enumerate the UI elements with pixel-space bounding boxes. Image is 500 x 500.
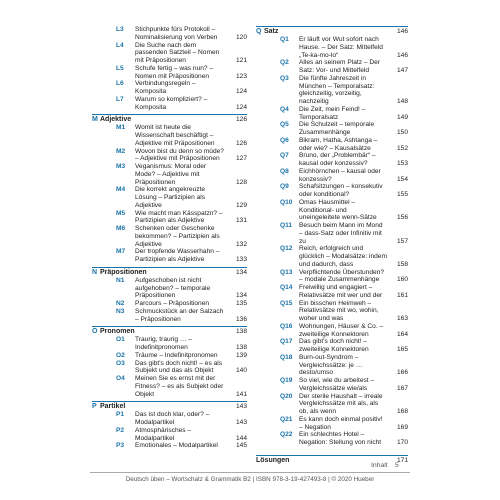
section-header-partikel[interactable]: P Partikel 143 — [92, 403, 247, 411]
toc-entry[interactable]: Q12 Reich, erfolgreich und glücklich – Modalsätze: indem und dadurch, dass 158 — [280, 245, 408, 268]
section-header-satz[interactable]: Q Satz 146 — [256, 28, 408, 35]
toc-entry[interactable]: M1 Womit ist heute die Wissenschaft beschäftigt – Adjektive mit Präpositionen 126 — [116, 124, 247, 147]
toc-group-m — [92, 124, 247, 264]
footer-imprint: Deutsch üben – Wortschatz & Grammatik B2 | ISBN 978-3-19-427493-8 | © 2020 Hueber — [125, 476, 375, 483]
toc-entry[interactable]: Q19 So viel, wie du arbeitest – Vergleichssätze wie/als 167 — [280, 377, 408, 392]
toc-entry[interactable]: Q1 Er läuft vor Wut sofort nach Hause. – Der Satz: Mittelfeld „Te-ka-mo-lo“ 146 — [280, 36, 408, 59]
toc-entry[interactable]: Q18 Burn-out-Syndrom – Vergleichssätze: je … desto/umso 166 — [280, 353, 408, 377]
toc-entry[interactable]: Q4 Die Zeit, mein Feind! – Temporalsatz 149 — [280, 105, 408, 121]
toc-entry[interactable]: Q3 Die fünfte Jahreszeit in München – Temporalsatz: gleichzeitig, vorzeitig, nachzeitig 148 — [280, 74, 408, 105]
toc-entry[interactable]: Q14 Freiwillig und engagiert – Relativsätze mit wer und der 161 — [280, 284, 408, 299]
toc-entry[interactable]: Q8 Eichhörnchen – kausal oder konzessiv? 154 — [280, 167, 408, 183]
toc-entry[interactable]: L5 Schufe fertig – was nun? – Nomen mit Präpositionen 123 — [116, 64, 247, 80]
section-header-pronomen[interactable]: O Pronomen 138 — [92, 328, 247, 336]
toc-group-l — [92, 26, 247, 111]
toc-entry[interactable]: Q16 Wohnungen, Häuser & Co. – zweiteilige Konnektoren 164 — [280, 322, 408, 338]
toc-entry[interactable]: Q15 Ein bisschen Heimweh – Relativsätze mit wo, wohin, woher und was 163 — [280, 299, 408, 322]
toc-entry[interactable]: L4 Die Suche nach dem passenden Satzteil – Nomen mit Präpositionen 121 — [116, 41, 247, 64]
toc-entry[interactable]: M3 Veganismus: Moral oder Mode? – Adjektive mit Präpositionen 128 — [116, 163, 247, 186]
toc-entry[interactable]: O4 Meinen Sie es ernst mit der Fitness? – es als Subjekt oder Objekt 141 — [116, 375, 247, 398]
toc-entry[interactable]: Q17 Das gibt's doch nicht! – zweiteilige Konnektoren 165 — [280, 338, 408, 353]
toc-entry[interactable]: Q9 Schafsitzungen – konsekutiv oder konditional? 155 — [280, 183, 408, 198]
toc-entry[interactable]: N1 Aufgeschoben ist nicht aufgehoben? – temporale Präpositionen 134 — [116, 276, 247, 300]
toc-entry[interactable]: L6 Verbindungsregeln – Komposita 124 — [116, 80, 247, 95]
toc-entry[interactable]: L7 Warum so kompliziert? – Komposita 124 — [116, 95, 247, 111]
toc-entry[interactable]: M6 Schenken oder Geschenke bekommen? – Partizipien als Adjektive 132 — [116, 225, 247, 248]
footer-inhalt-label: Inhalt — [371, 462, 388, 469]
toc-right-column — [256, 26, 408, 465]
toc-entry[interactable]: O1 Traurig, traurig … – Indefinitpronomen 138 — [116, 336, 247, 351]
section-header-praepositionen[interactable]: N Präpositionen 134 — [92, 268, 247, 276]
toc-entry[interactable]: Q6 Bikram, Hatha, Ashtanga – oder wie? – Kausalsätze 152 — [280, 136, 408, 152]
toc-group-q — [256, 36, 408, 447]
toc-entry[interactable]: Q20 Der sterile Haushalt – irreale Vergleichssätze mit als, als ob, als wenn 168 — [280, 392, 408, 415]
toc-group-o — [92, 336, 247, 398]
toc-group-p — [92, 411, 247, 450]
page-number: 5 — [395, 462, 399, 469]
toc-entry[interactable]: P3 Emotionales – Modalpartikel 145 — [116, 442, 247, 450]
toc-entry[interactable]: O3 Das gibt's doch nicht! – es als Subjekt und das als Objekt 140 — [116, 359, 247, 375]
toc-left-column — [92, 26, 247, 450]
toc-entry[interactable]: M7 Der tropfende Wasserhahn – Partizipien als Adjektive 133 — [116, 248, 247, 263]
toc-entry[interactable]: Q2 Alles an seinem Platz – Der Satz: Vor- und Mittelfeld 147 — [280, 59, 408, 74]
toc-entry[interactable]: L3 Stichpunkte fürs Protokoll – Nominalisierung von Verben 120 — [116, 26, 247, 41]
toc-entry[interactable]: P1 Das ist doch klar, oder? – Modalpartikel 143 — [116, 411, 247, 426]
toc-entry[interactable]: Q21 Es kann doch einmal positiv! – Negation 169 — [280, 415, 408, 431]
toc-entry[interactable]: M2 Wovon bist du denn so müde? – Adjektive mit Präpositionen 127 — [116, 147, 247, 163]
section-header-adjektive[interactable]: M Adjektive 126 — [92, 116, 247, 124]
toc-entry[interactable]: Q7 Bruno, der „Problembär“ – kausal oder konzessiv? 153 — [280, 152, 408, 167]
toc-entry[interactable]: N2 Parcours – Präpositionen 135 — [116, 300, 247, 307]
toc-entry[interactable]: P2 Atmosphärisches – Modalpartikel 144 — [116, 426, 247, 442]
toc-entry[interactable]: Q11 Besuch beim Mann im Mond – dass-Satz oder Infinitiv mit zu 157 — [280, 222, 408, 245]
footer-divider — [90, 472, 410, 473]
section-header-loesungen[interactable]: Lösungen 171 — [256, 456, 408, 464]
toc-group-n — [92, 277, 247, 324]
toc-entry[interactable]: O2 Träume – Indefinitpronomen 139 — [116, 351, 247, 359]
toc-entry[interactable]: Q22 Ein schlechtes Hotel – Negation: Stellung von nicht 170 — [280, 431, 408, 446]
toc-entry[interactable]: M5 Wie macht man Kässpatzn? – Partizipien als Adjektive 131 — [116, 209, 247, 225]
toc-entry[interactable]: Q10 Omas Hausmittel – Konditional- und uneingeleitete wenn-Sätze 156 — [280, 198, 408, 222]
toc-entry[interactable]: Q5 Die Schulzeit – temporale Zusammenhänge 150 — [280, 121, 408, 136]
toc-entry[interactable]: Q13 Verpflichtende Überstunden? – modale Zusammenhänge 160 — [280, 268, 408, 284]
toc-entry[interactable]: M4 Die korrekt angekreuzte Lösung – Partizipien als Adjektive 129 — [116, 186, 247, 209]
toc-entry[interactable]: N3 Schmuckstück an der Salzach – Präpositionen 136 — [116, 307, 247, 323]
